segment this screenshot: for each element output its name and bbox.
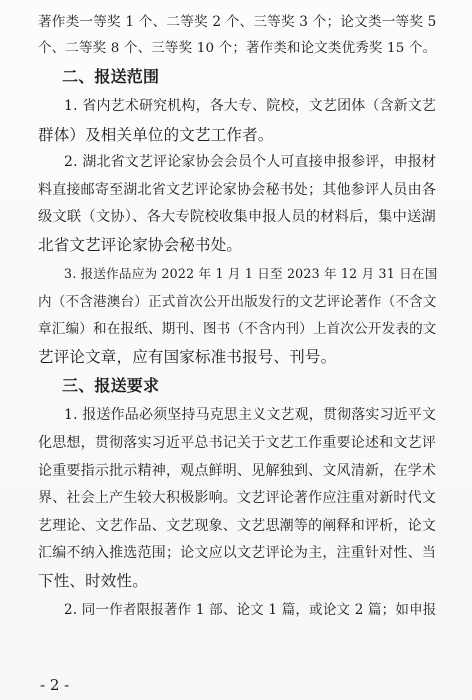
body-line: 章汇编）和在报纸、期刊、图书（不含内刊）上首次公开发表的文 (38, 321, 437, 337)
body-line: 化思想，贯彻落实习近平总书记关于文艺工作重要论述和文艺评 (38, 435, 437, 451)
body-line: 艺评论文章，应有国家标准书报号、刊号。 (38, 348, 337, 366)
body-line: 北省文艺评论家协会秘书处。 (38, 236, 243, 254)
page-number: - 2 - (40, 676, 70, 694)
body-line: 著作类一等奖 1 个、二等奖 2 个、三等奖 3 个；论文类一等奖 5 (38, 14, 437, 30)
body-line: 级文联（文协）、各大专院校收集申报人员的材料后，集中送湖 (38, 209, 436, 225)
body-line: 下性、时效性。 (38, 572, 148, 590)
body-line: 3. 报送作品应为 2022 年 1 月 1 日至 2023 年 12 月 31 日在国 (64, 266, 438, 281)
body-line: 2. 湖北省文艺评论家协会会员个人可直接申报参评，申报材 (64, 154, 437, 170)
body-line: 群体）及相关单位的文艺工作者。 (38, 126, 274, 144)
body-line: 1. 报送作品必须坚持马克思主义文艺观，贯彻落实习近平文 (64, 407, 437, 423)
body-line: 艺理论、文艺作品、文艺现象、文艺思潮等的阐释和评析，论文 (38, 518, 437, 534)
body-line: 1. 省内艺术研究机构，各大专、院校，文艺团体（含新文艺 (64, 98, 437, 114)
section-heading-scope: 二、报送范围 (62, 67, 160, 86)
body-line: 料直接邮寄至湖北省文艺评论家协会秘书处；其他参评人员由各 (38, 182, 437, 198)
body-line: 个、二等奖 8 个、三等奖 10 个；著作类和论文类优秀奖 15 个。 (38, 41, 437, 56)
body-line: 汇编不纳入推选范围；论文应以文艺评论为主，注重针对性、当 (38, 545, 437, 561)
body-line: 界、社会上产生较大积极影响。文艺评论著作应注重对新时代文 (38, 490, 437, 506)
section-heading-requirements: 三、报送要求 (62, 376, 160, 395)
body-line: 内（不含港澳台）正式首次公开出版发行的文艺评论著作（不含文 (38, 294, 437, 310)
body-line: 论重要指示批示精神，观点鲜明、见解独到、文风清新，在学术 (38, 463, 437, 479)
body-line: 2. 同一作者限报著作 1 部、论文 1 篇，或论文 2 篇；如申报 (64, 602, 437, 618)
